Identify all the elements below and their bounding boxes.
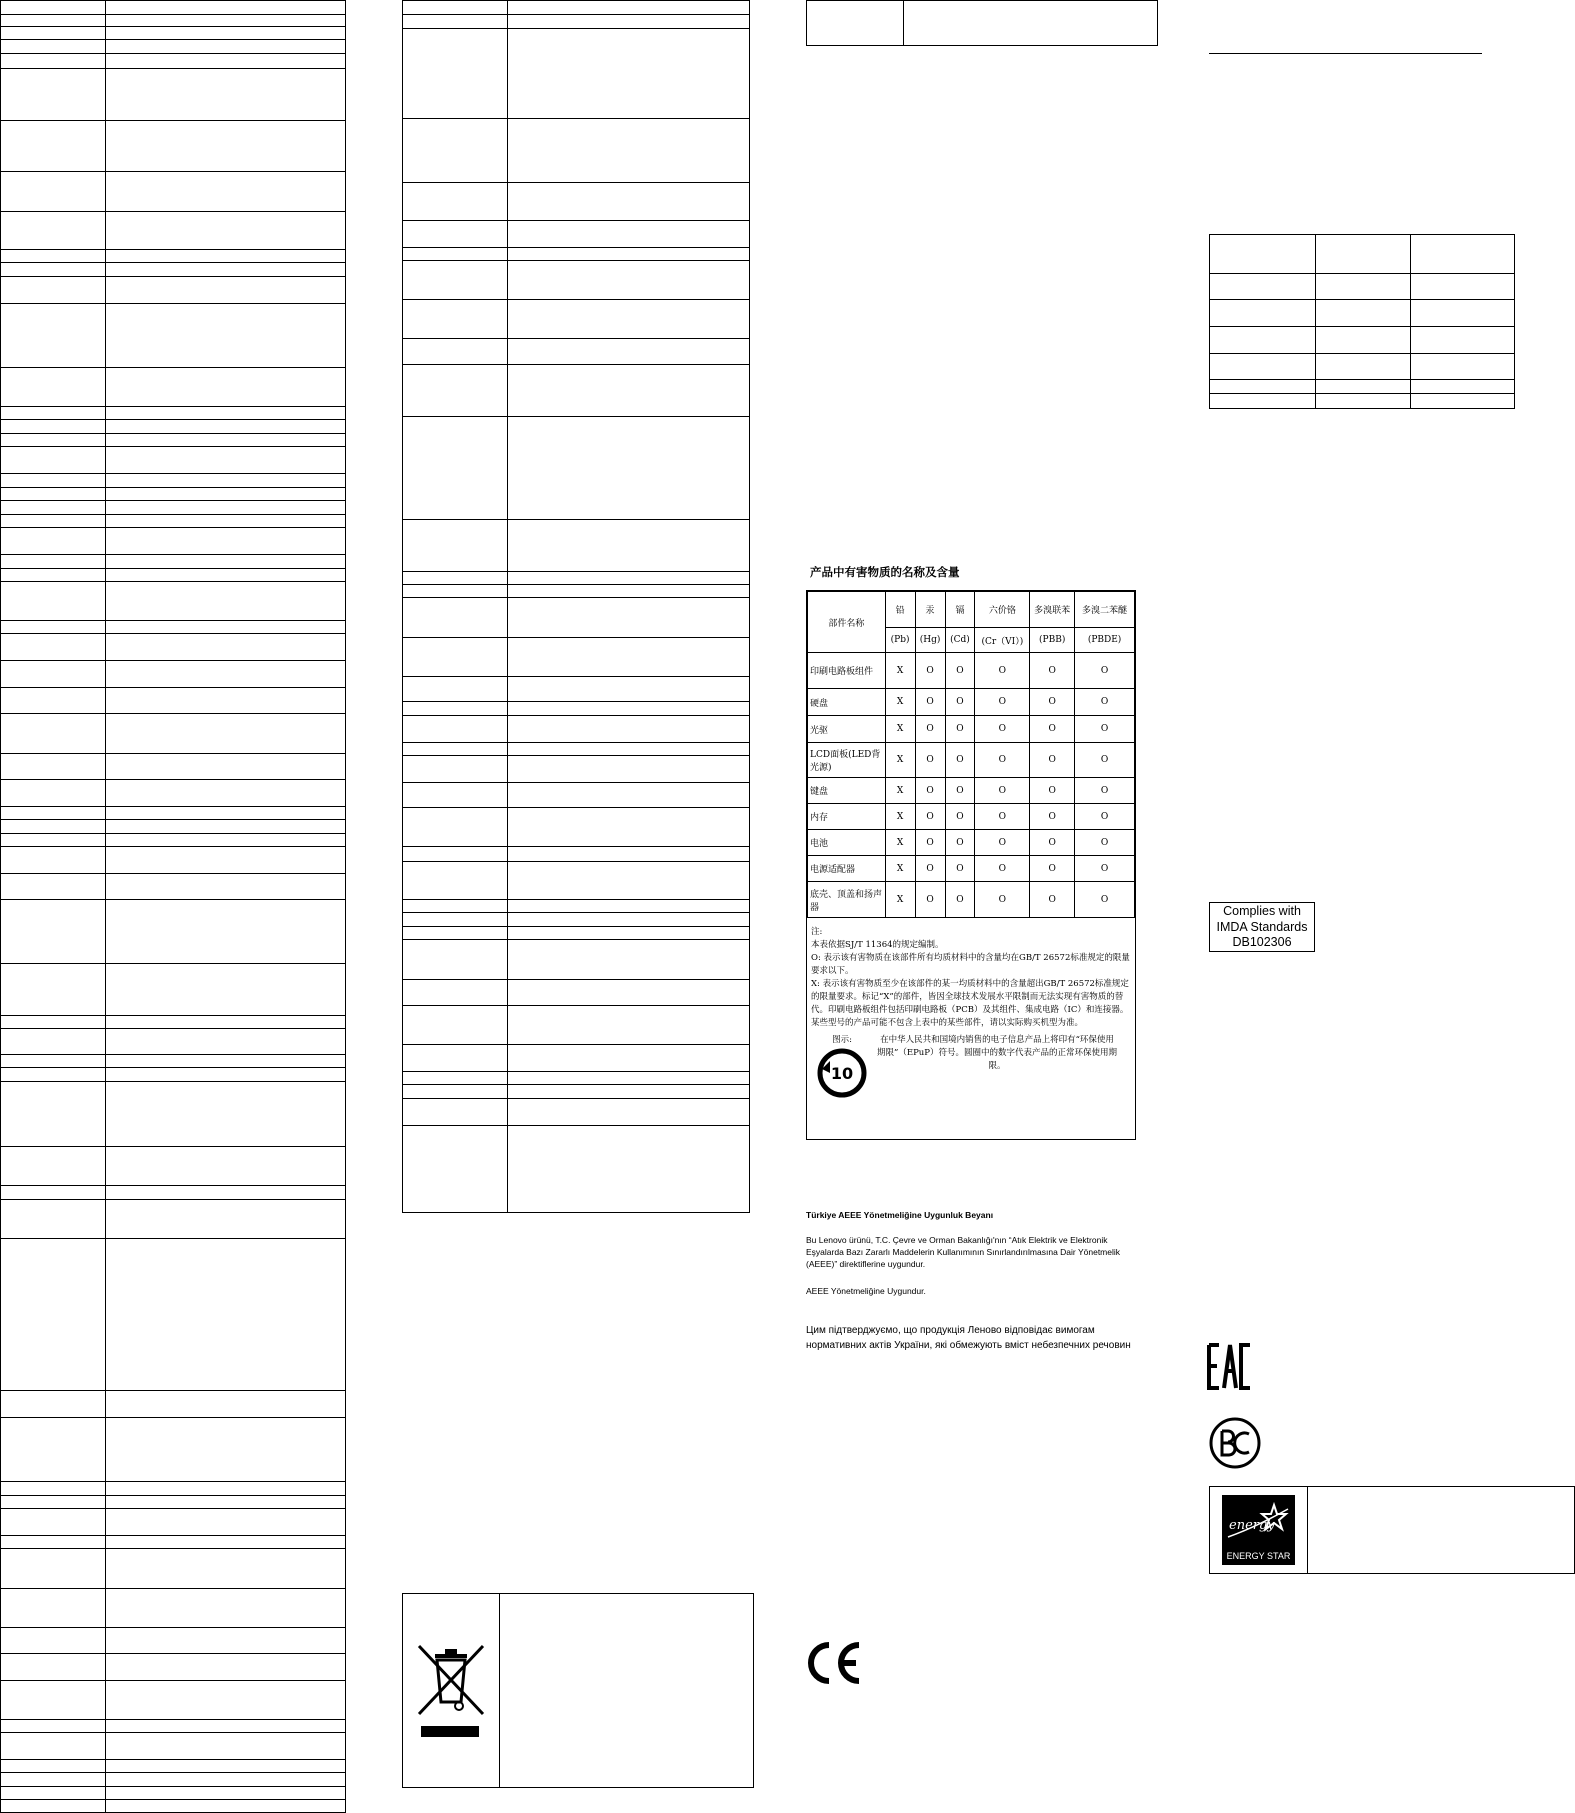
note-label: 注:	[811, 927, 823, 937]
substance-value: O	[915, 778, 945, 804]
right-small-table	[1209, 234, 1515, 409]
substance-symbol: (Cd)	[945, 628, 975, 653]
substance-value: O	[1075, 856, 1135, 882]
rohs-row	[808, 653, 1135, 689]
signature-line	[1209, 53, 1482, 54]
substance-value: O	[1075, 689, 1135, 716]
substance-value: O	[975, 689, 1030, 716]
part-header: 部件名称	[808, 592, 886, 653]
substance-value: O	[945, 743, 975, 778]
rohs-row	[808, 778, 1135, 804]
substance-value: X	[885, 804, 915, 830]
energy-star-box	[1209, 1486, 1575, 1574]
eac-mark-icon	[1207, 1343, 1253, 1390]
substance-value: O	[915, 689, 945, 716]
part-name: 内存	[808, 804, 886, 830]
substance-name: 六价铬	[975, 592, 1030, 628]
middle-spec-table	[402, 0, 750, 1213]
substance-value: O	[915, 653, 945, 689]
substance-value: X	[885, 830, 915, 856]
substance-symbol: (Pb)	[885, 628, 915, 653]
energy-star-label: ENERGY STAR	[1226, 1551, 1291, 1561]
substance-value: X	[885, 778, 915, 804]
substance-value: O	[975, 856, 1030, 882]
imda-line: DB102306	[1232, 935, 1292, 949]
substance-value: O	[915, 882, 945, 918]
substance-value: O	[915, 804, 945, 830]
turkey-title: Türkiye AEEE Yönetmeliğine Uygunluk Beyanı	[806, 1210, 994, 1220]
substance-value: O	[1030, 856, 1075, 882]
substance-value: O	[975, 882, 1030, 918]
turkey-compliance: AEEE Yönetmeliğine Uygundur.	[806, 1286, 926, 1296]
substance-value: O	[1030, 743, 1075, 778]
substance-value: O	[975, 716, 1030, 743]
substance-value: O	[1030, 778, 1075, 804]
part-name: 硬盘	[808, 689, 886, 716]
weee-box	[402, 1593, 754, 1788]
substance-value: O	[1030, 804, 1075, 830]
substance-value: O	[1030, 882, 1075, 918]
rohs-row	[808, 716, 1135, 743]
crossed-bin-icon	[415, 1642, 487, 1738]
substance-symbol: (PBDE)	[1075, 628, 1135, 653]
part-name: 电池	[808, 830, 886, 856]
note-line: X: 表示该有害物质至少在该部件的某一均质材料中的含量超出GB/T 26572标准规定的限量要求。标记“X”的部件，皆因全球技术发展水平限制而无法实现有害物质的替代。印刷电路板组件包括印刷电路板（PCB）及其组件、集成电路（IC）和连接器。某些型号的产品可能不包含上表中的某些部件，请以实际购买机型为准。	[811, 979, 1129, 1028]
substance-value: O	[945, 856, 975, 882]
part-name: 光驱	[808, 716, 886, 743]
turkey-body: Bu Lenovo ürünü, T.C. Çevre ve Orman Bakanlığı'nın “Atık Elektrik ve Elektronik Eşyalarda Bazı Zararlı Maddelerin Kullanımının Sınırlandırılmasına Dair Yönetmelik (AEEE)” direktiflerine uygundur.	[806, 1235, 1121, 1269]
substance-value: O	[945, 689, 975, 716]
ukraine-body: Цим підтверджуємо, що продукція Леново відповідає вимогам нормативних актів України, які обмежують вміст небезпечних речовин	[806, 1325, 1131, 1351]
substance-value: O	[945, 882, 975, 918]
top-small-table	[806, 0, 1158, 46]
substance-value: O	[975, 778, 1030, 804]
substance-symbol: (Cr（VI）)	[975, 628, 1030, 653]
substance-value: O	[1030, 689, 1075, 716]
substance-value: O	[1075, 804, 1135, 830]
substance-name: 多溴联苯	[1030, 592, 1075, 628]
part-name: 印刷电路板组件	[808, 653, 886, 689]
part-name: 电源适配器	[808, 856, 886, 882]
substance-value: X	[885, 716, 915, 743]
epup-text: 在中华人民共和国境内销售的电子信息产品上将印有“环保使用期限”（EPuP）符号。圆圈中的数字代表产品的正常环保使用期限。	[877, 1035, 1117, 1071]
rohs-title: 产品中有害物质的名称及含量	[810, 565, 960, 579]
rohs-row	[808, 882, 1135, 918]
substance-value: O	[945, 716, 975, 743]
substance-value: O	[975, 830, 1030, 856]
epup-icon	[816, 1047, 868, 1099]
substance-value: X	[885, 856, 915, 882]
substance-value: O	[915, 716, 945, 743]
substance-value: X	[885, 689, 915, 716]
note-line: O: 表示该有害物质在该部件所有均质材料中的含量均在GB/T 26572标准规定的限量要求以下。	[811, 953, 1130, 976]
epup-number: 10	[830, 1064, 854, 1083]
substance-value: O	[975, 653, 1030, 689]
rohs-row	[808, 689, 1135, 716]
substance-value: O	[1030, 830, 1075, 856]
rohs-row	[808, 743, 1135, 778]
substance-name: 汞	[915, 592, 945, 628]
substance-value: O	[915, 856, 945, 882]
substance-value: X	[885, 743, 915, 778]
rohs-notes	[807, 918, 1135, 1104]
substance-value: X	[885, 882, 915, 918]
substance-value: O	[1075, 716, 1135, 743]
rohs-row	[808, 804, 1135, 830]
substance-value: O	[945, 830, 975, 856]
substance-value: O	[1030, 653, 1075, 689]
part-name: LCD面板(LED背光源)	[808, 743, 886, 778]
substance-name: 铅	[885, 592, 915, 628]
star-icon	[1226, 1499, 1290, 1545]
substance-symbol: (PBB)	[1030, 628, 1075, 653]
substance-value: O	[1030, 716, 1075, 743]
substance-value: O	[1075, 743, 1135, 778]
energy-star-logo	[1222, 1495, 1295, 1565]
substance-value: O	[1075, 778, 1135, 804]
substance-value: O	[945, 778, 975, 804]
bc-mark-icon	[1208, 1416, 1262, 1470]
energy-wordmark: energy	[1229, 1518, 1275, 1533]
substance-symbol: (Hg)	[915, 628, 945, 653]
imda-line: Complies with	[1223, 904, 1301, 918]
substance-value: O	[1075, 830, 1135, 856]
part-name: 底壳、顶盖和扬声器	[808, 882, 886, 918]
left-spec-table	[0, 0, 346, 1813]
part-name: 键盘	[808, 778, 886, 804]
substance-name: 多溴二苯醚	[1075, 592, 1135, 628]
substance-value: O	[1075, 882, 1135, 918]
substance-value: O	[945, 804, 975, 830]
imda-line: IMDA Standards	[1216, 919, 1308, 934]
rohs-row	[808, 856, 1135, 882]
ce-mark-icon	[804, 1640, 864, 1686]
substance-value: O	[945, 653, 975, 689]
rohs-row	[808, 830, 1135, 856]
substance-value: O	[1075, 653, 1135, 689]
note-line: 本表依据SJ/T 11364的规定编制。	[811, 940, 944, 950]
substance-value: O	[975, 804, 1030, 830]
substance-name: 镉	[945, 592, 975, 628]
substance-value: O	[975, 743, 1030, 778]
figure-label: 图示:	[832, 1035, 852, 1045]
imda-label	[1209, 902, 1315, 952]
substance-value: X	[885, 653, 915, 689]
substance-value: O	[915, 830, 945, 856]
substance-value: O	[915, 743, 945, 778]
rohs-table	[806, 590, 1136, 1140]
